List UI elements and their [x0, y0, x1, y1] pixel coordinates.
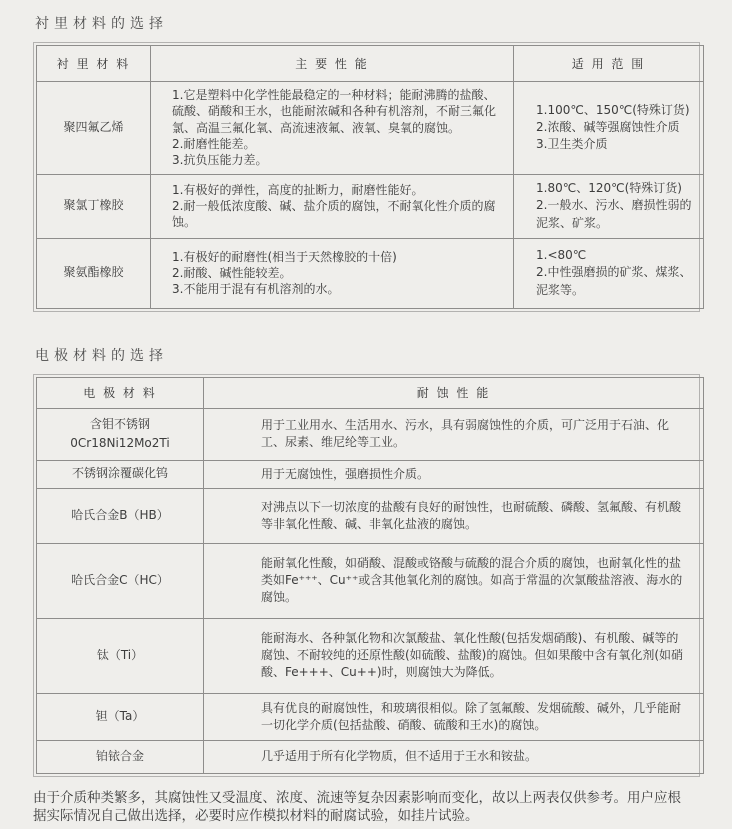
corrosion-resistance-cell: 用于工业用水、生活用水、污水，具有弱腐蚀性的介质，可广泛用于石油、化工、尿素、维尼纶等工业。: [204, 408, 704, 460]
material-line: 钛（Ti）: [96, 648, 144, 662]
material-name: [37, 693, 204, 740]
range-line: 1.100℃、150℃(特殊订货): [536, 102, 690, 117]
material-name: [37, 488, 204, 543]
section-gap: [0, 312, 732, 345]
property-line: 3.抗负压能力差。: [172, 153, 268, 168]
table-row-wc-coated: [37, 460, 704, 488]
corrosion-resistance-cell: 能耐海水、各种氯化物和次氯酸盐、氧化性酸(包括发烟硝酸)、有机酸、碱等的腐蚀、不耐较纯的还原性酸(如硫酸、盐酸)的腐蚀。但如果酸中含有氧化剂(如硝酸、Fe+++、Cu++)时，则腐蚀大为降低。: [204, 618, 704, 693]
header-applicable-range: 适 用 范 围: [514, 46, 704, 82]
header-main-properties: 主 要 性 能: [151, 46, 514, 82]
material-name: [37, 740, 204, 773]
table-row-hastelloy-c: [37, 543, 704, 618]
table-row-mo-stainless: [37, 408, 704, 460]
property-line: 2.耐磨性能差。: [172, 136, 256, 151]
material-line: 钽（Ta）: [95, 709, 145, 723]
header-corrosion-resistance: 耐 蚀 性 能: [204, 377, 704, 408]
electrode-table: [36, 377, 704, 774]
range-line: 2.浓酸、碱等强腐蚀性介质: [536, 120, 680, 135]
table-row-pt-ir-alloy: [37, 740, 704, 773]
applicable-range-cell: [514, 174, 704, 238]
material-line: 0Cr18Ni12Mo2Ti: [70, 436, 170, 451]
header-electrode-material: 电 极 材 料: [37, 377, 204, 408]
table-row-hastelloy-b: [37, 488, 704, 543]
table-row-neoprene: [37, 174, 704, 238]
table-row-tantalum: [37, 693, 704, 740]
material-name: 聚氨酯橡胶: [37, 238, 151, 308]
property-line: 3.不能用于混有有机溶剂的水。: [172, 282, 340, 297]
range-line: 2.一般水、污水、磨损性弱的泥浆、矿浆。: [536, 198, 692, 230]
corrosion-resistance-cell: 能耐氧化性酸，如硝酸、混酸或铬酸与硫酸的混合介质的腐蚀，也耐氧化性的盐类如Fe⁺⁺⁺、Cu⁺⁺或含其他氧化剂的腐蚀。如高于常温的次氯酸盐溶液、海水的腐蚀。: [204, 543, 704, 618]
corrosion-resistance-cell: 用于无腐蚀性，强磨损性介质。: [204, 460, 704, 488]
lining-table: [36, 45, 704, 309]
range-line: 1.80℃、120℃(特殊订货): [536, 180, 682, 195]
material-line: 哈氏合金B（HB）: [71, 508, 169, 522]
electrode-section-title: 电极材料的选择: [35, 347, 168, 364]
table-row-polyurethane: [37, 238, 704, 308]
corrosion-resistance-cell: 几乎适用于所有化学物质，但不适用于王水和铵盐。: [204, 740, 704, 773]
applicable-range-cell: [514, 238, 704, 308]
material-name: [37, 618, 204, 693]
material-name: [37, 543, 204, 618]
property-line: 1.有极好的弹性，高度的扯断力，耐磨性能好。: [172, 182, 424, 197]
material-line: 不锈钢涂覆碳化钨: [71, 466, 168, 481]
property-line: 2.耐一般低浓度酸、碱、盐介质的腐蚀，不耐氧化性介质的腐蚀。: [172, 198, 496, 230]
header-lining-material: 衬 里 材 料: [37, 46, 151, 82]
electrode-table-header-row: [37, 377, 704, 408]
range-line: 2.中性强磨损的矿浆、煤浆、泥浆等。: [536, 265, 692, 297]
material-line: 哈氏合金C（HC）: [71, 573, 169, 587]
main-properties-cell: [151, 82, 514, 175]
applicable-range-cell: [514, 82, 704, 175]
material-name: [37, 408, 204, 460]
lining-table-header-row: [37, 46, 704, 82]
main-properties-cell: [151, 238, 514, 308]
table-row-titanium: [37, 618, 704, 693]
range-line: 3.卫生类介质: [536, 137, 608, 152]
range-line: 1.<80℃: [536, 247, 587, 262]
material-line: 铂铱合金: [95, 749, 144, 763]
table-row-ptfe: [37, 82, 704, 175]
material-line: 含钼不锈钢: [89, 416, 150, 431]
property-line: 1.有极好的耐磨性(相当于天然橡胶的十倍): [172, 249, 397, 264]
property-line: 2.耐酸、碱性能较差。: [172, 265, 292, 280]
property-line: 1.它是塑料中化学性能最稳定的一种材料；能耐沸腾的盐酸、硫酸、硝酸和王水，也能耐浓碱和各种有机溶剂，不耐三氟化氯、高温三氟化氧、高流速液氟、液氧、臭氧的腐蚀。: [172, 88, 497, 135]
material-name: [37, 460, 204, 488]
material-name: 聚四氟乙烯: [37, 82, 151, 175]
lining-section-title: 衬里材料的选择: [35, 16, 168, 32]
lining-table-wrap: [33, 42, 700, 312]
corrosion-resistance-cell: 对沸点以下一切浓度的盐酸有良好的耐蚀性，也耐硫酸、磷酸、氢氟酸、有机酸等非氧化性酸、碱、非氧化盐液的腐蚀。: [204, 488, 704, 543]
electrode-table-wrap: [33, 374, 700, 777]
material-name: 聚氯丁橡胶: [37, 174, 151, 238]
footer-note: 由于介质种类繁多，其腐蚀性又受温度、浓度、流速等复杂因素影响而变化，故以上两表仅供参考。用户应根据实际情况自己做出选择，必要时应作模拟材料的耐腐试验，如挂片试验。: [33, 789, 681, 824]
corrosion-resistance-cell: 具有优良的耐腐蚀性，和玻璃很相似。除了氢氟酸、发烟硫酸、碱外，几乎能耐一切化学介质(包括盐酸、硝酸、硫酸和王水)的腐蚀。: [204, 693, 704, 740]
main-properties-cell: [151, 174, 514, 238]
